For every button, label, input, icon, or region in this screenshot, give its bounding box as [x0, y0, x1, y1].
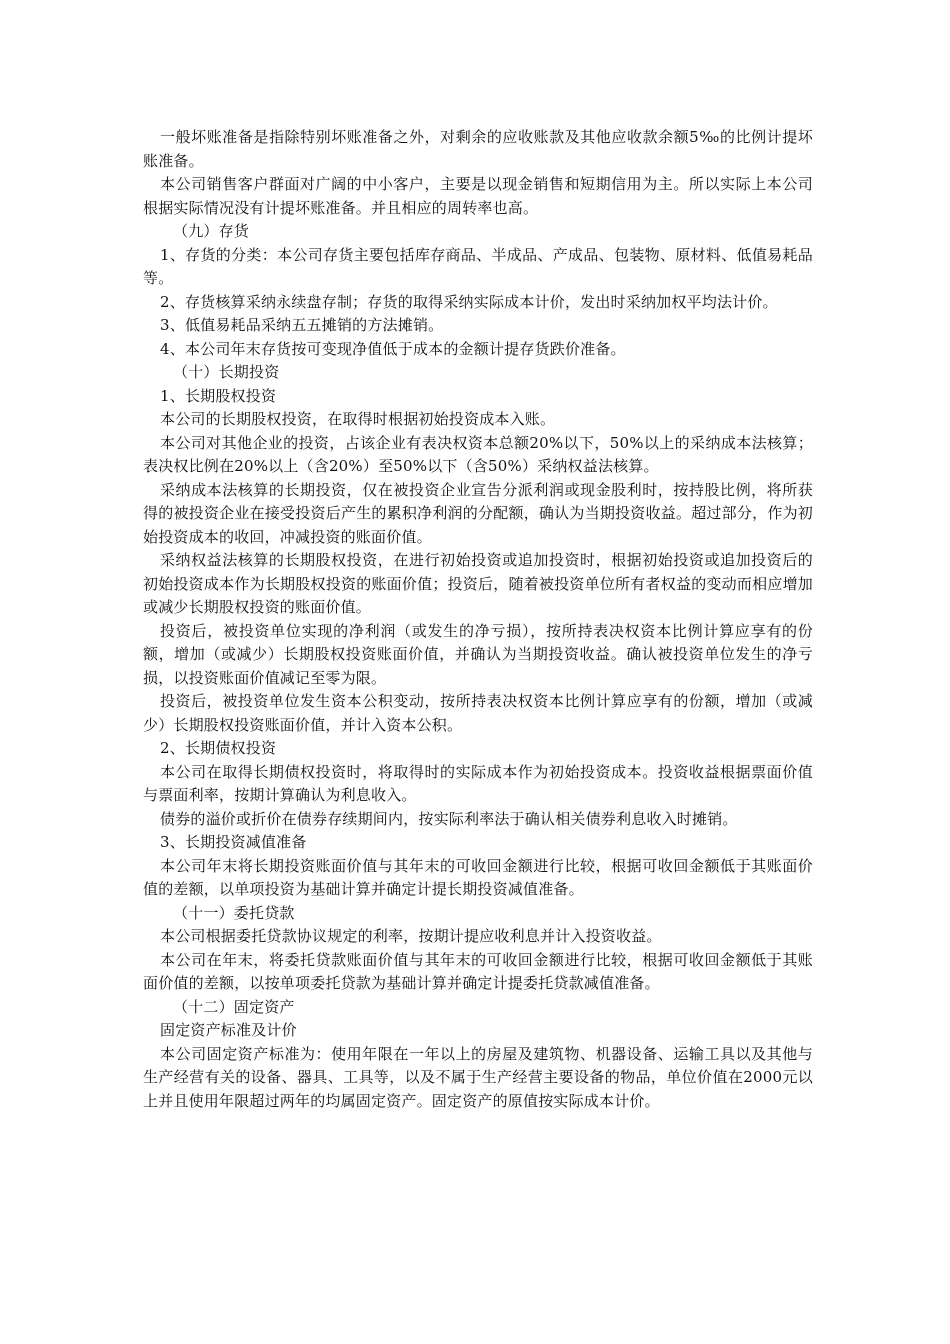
paragraph-capital-reserve: 投资后，被投资单位发生资本公积变动，按所持表决权资本比例计算应享有的份额，增加（或减少）长期股权投资账面价值，并计入资本公积。: [143, 692, 813, 734]
paragraph-debt-initial-cost: 本公司在取得长期债权投资时，将取得时的实际成本作为初始投资成本。投资收益根据票面价值与票面利率，按期计算确认为利息收入。: [143, 762, 813, 804]
paragraph-cost-method: 采纳成本法核算的长期投资，仅在被投资企业宣告分派利润或现金股利时，按持股比例，将所获得的被投资企业在接受投资后产生的累积净利润的分配额，确认为当期投资收益。超过部分，作为初始投资成本的收回，冲减投资的账面价值。: [143, 480, 813, 546]
paragraph-entrusted-loan-interest: 本公司根据委托贷款协议规定的利率，按期计提应收利息并计入投资收益。: [160, 927, 662, 945]
section-heading-fixed-assets: （十二）固定资产: [173, 997, 295, 1016]
paragraph-equity-method: 采纳权益法核算的长期股权投资，在进行初始投资或追加投资时，根据初始投资或追加投资后的初始投资成本作为长期股权投资的账面价值；投资后，随着被投资单位所有者权益的变动而相应增加或减少长期股权投资的账面价值。: [143, 551, 813, 616]
paragraph-bond-premium: 债券的溢价或折价在债券存续期间内，按实际利率法于确认相关债券利息收入时摊销。: [160, 809, 738, 828]
paragraph-inventory-impairment: 4、本公司年末存货按可变现净值低于成本的金额计提存货跌价准备。: [160, 339, 626, 358]
subheading-debt-investment: 2、长期债权投资: [160, 739, 277, 757]
paragraph-inventory-classification: 1、存货的分类：本公司存货主要包括库存商品、半成品、产成品、包装物、原材料、低值易耗品等。: [143, 245, 813, 287]
subheading-equity-investment: 1、长期股权投资: [160, 386, 277, 405]
section-heading-long-term-investment: （十）长期投资: [173, 363, 280, 381]
paragraph-low-value-consumables: 3、低值易耗品采纳五五摊销的方法摊销。: [160, 316, 444, 334]
paragraph-net-profit-share: 投资后，被投资单位实现的净利润（或发生的净亏损），按所持表决权资本比例计算应享有的份额，增加（或减少）长期股权投资账面价值，并确认为当期投资收益。确认被投资单位发生的净亏损，以投资账面价值减记至零为限。: [143, 621, 813, 687]
document-page: [143, 126, 813, 1113]
paragraph-entrusted-loan-impairment: 本公司在年末，将委托贷款账面价值与其年末的可收回金额进行比较，根据可收回金额低于其账面价值的差额，以按单项委托贷款为基础计算并确定计提委托贷款减值准备。: [143, 950, 813, 992]
subheading-fixed-asset-standard: 固定资产标准及计价: [160, 1021, 297, 1039]
paragraph-bad-debt-actual: 本公司销售客户群面对广阔的中小客户，主要是以现金销售和短期信用为主。所以实际上本公司根据实际情况没有计提坏账准备。并且相应的周转率也高。: [143, 175, 813, 217]
paragraph-investment-impairment: 本公司年末将长期投资账面价值与其年末的可收回金额进行比较，根据可收回金额低于其账面价值的差额，以单项投资为基础计算并确定计提长期投资减值准备。: [143, 856, 813, 898]
paragraph-bad-debt-general: 一般坏账准备是指除特别坏账准备之外，对剩余的应收账款及其他应收款余额5‰的比例计提坏账准备。: [143, 128, 813, 170]
paragraph-inventory-accounting: 2、存货核算采纳永续盘存制；存货的取得采纳实际成本计价，发出时采纳加权平均法计价。: [160, 292, 778, 311]
paragraph-equity-initial-cost: 本公司的长期股权投资，在取得时根据初始投资成本入账。: [160, 410, 556, 428]
paragraph-equity-method-threshold: 本公司对其他企业的投资，占该企业有表决权资本总额20%以下，50%以上的采纳成本法核算；表决权比例在20%以上（含20%）至50%以下（含50%）采纳权益法核算。: [143, 433, 813, 475]
section-heading-inventory: （九）存货: [173, 222, 250, 240]
subheading-investment-impairment: 3、长期投资减值准备: [160, 833, 307, 851]
section-heading-entrusted-loans: （十一）委托贷款: [173, 903, 295, 922]
paragraph-fixed-asset-standard: 本公司固定资产标准为：使用年限在一年以上的房屋及建筑物、机器设备、运输工具以及其他与生产经营有关的设备、器具、工具等，以及不属于生产经营主要设备的物品，单位价值在2000元以上并且使用年限超过两年的均属固定资产。固定资产的原值按实际成本计价。: [143, 1044, 813, 1110]
